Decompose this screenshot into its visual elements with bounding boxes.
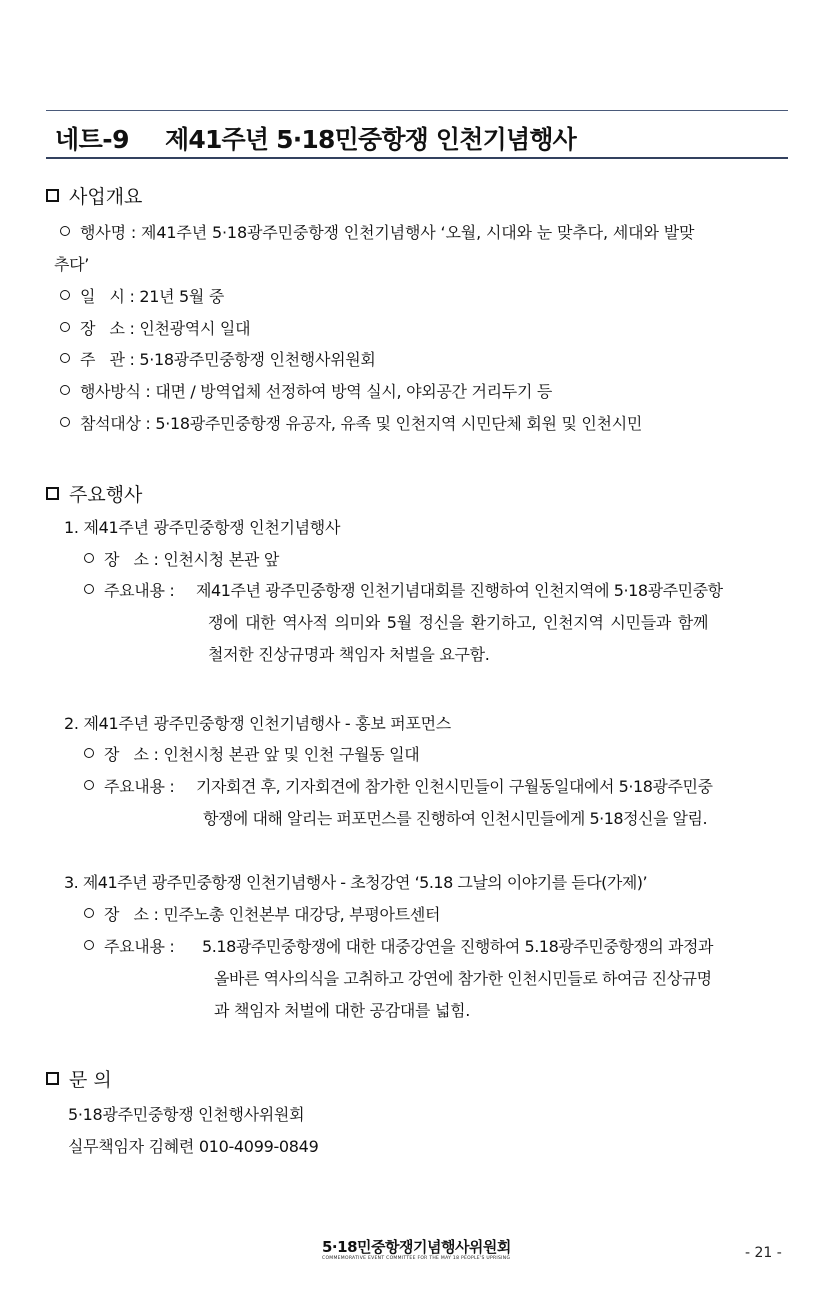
page-number: - 21 - (745, 1245, 782, 1261)
event-content-label: 주요내용 : (104, 581, 175, 600)
overview-event-name (60, 220, 694, 243)
overview-heading (46, 182, 142, 209)
section-code: 네트-9 (55, 125, 130, 154)
host-label: 주 관 : (80, 350, 135, 369)
square-bullet-icon (46, 189, 59, 202)
circle-bullet-icon (84, 584, 94, 594)
method-label: 행사방식 : (80, 382, 151, 401)
event-place-value: 인천시청 본관 앞 (163, 550, 280, 569)
event-place-label: 장 소 : (104, 550, 159, 569)
circle-bullet-icon (84, 553, 94, 563)
event-content-line: 항쟁에 대해 알리는 퍼포먼스를 진행하여 인천시민들에게 5·18정신을 알림. (203, 809, 708, 828)
page-title: 제41주년 5·18민중항쟁 인천기념행사 (165, 125, 577, 154)
event-place (84, 547, 279, 570)
event-content-line: 철저한 진상규명과 책임자 처벌을 요구함. (208, 645, 490, 664)
main-events-heading (46, 480, 142, 507)
host-value: 5·18광주민중항쟁 인천행사위원회 (139, 350, 376, 369)
event-content-label: 주요내용 : (104, 777, 175, 796)
overview-attendees (60, 411, 642, 434)
event-title: 3. 제41주년 광주민중항쟁 인천기념행사 - 초청강연 ‘5.18 그날의 이야기를 듣다(가제)’ (64, 873, 648, 892)
main-events-heading-text: 주요행사 (69, 484, 143, 506)
event-place-value: 민주노총 인천본부 대강당, 부평아트센터 (163, 905, 441, 924)
circle-bullet-icon (60, 226, 70, 236)
contact-org: 5·18광주민중항쟁 인천행사위원회 (68, 1105, 305, 1124)
event-content-label: 주요내용 : (104, 937, 175, 956)
event-title: 2. 제41주년 광주민중항쟁 인천기념행사 - 홍보 퍼포먼스 (64, 714, 451, 733)
circle-bullet-icon (84, 748, 94, 758)
event-title: 1. 제41주년 광주민중항쟁 인천기념행사 (64, 518, 341, 537)
overview-date (60, 284, 224, 307)
circle-bullet-icon (84, 908, 94, 918)
event-content (84, 578, 175, 601)
event-content-line: 기자회견 후, 기자회견에 참가한 인천시민들이 구월동일대에서 5·18광주민중 (196, 777, 713, 796)
event-name-label: 행사명 : (80, 223, 137, 242)
event-content-line: 5.18광주민중항쟁에 대한 대중강연을 진행하여 5.18광주민중항쟁의 과정과 (202, 937, 713, 956)
contact-heading (46, 1065, 112, 1092)
place-label: 장 소 : (80, 319, 135, 338)
event-content (84, 934, 175, 957)
attendees-label: 참석대상 : (80, 414, 151, 433)
overview-place (60, 316, 250, 339)
event-place-label: 장 소 : (104, 905, 159, 924)
circle-bullet-icon (84, 940, 94, 950)
overview-event-name-cont: 추다’ (54, 255, 90, 274)
overview-method (60, 379, 552, 402)
event-place (84, 742, 419, 765)
event-content-line: 올바른 역사의식을 고취하고 강연에 참가한 인천시민들로 하여금 진상규명 (214, 969, 712, 988)
circle-bullet-icon (60, 353, 70, 363)
square-bullet-icon (46, 1072, 59, 1085)
date-label: 일 시 : (80, 287, 135, 306)
event-content-line: 제41주년 광주민중항쟁 인천기념대회를 진행하여 인천지역에 5·18광주민중항 (196, 581, 723, 600)
date-value: 21년 5월 중 (139, 287, 225, 306)
circle-bullet-icon (60, 385, 70, 395)
event-content-line: 과 책임자 처벌에 대한 공감대를 넓힘. (214, 1001, 471, 1020)
attendees-value: 5·18광주민중항쟁 유공자, 유족 및 인천지역 시민단체 회원 및 인천시민 (155, 414, 643, 433)
circle-bullet-icon (60, 417, 70, 427)
overview-host (60, 347, 376, 370)
contact-heading-text: 문 의 (69, 1069, 112, 1091)
square-bullet-icon (46, 487, 59, 500)
event-place-label: 장 소 : (104, 745, 159, 764)
event-content (84, 774, 175, 797)
event-place (84, 902, 440, 925)
event-content-line: 쟁에 대한 역사적 의미와 5월 정신을 환기하고, 인천지역 시민들과 함께 (208, 613, 709, 632)
overview-heading-text: 사업개요 (69, 186, 143, 208)
place-value: 인천광역시 일대 (139, 319, 251, 338)
method-value: 대면 / 방역업체 선정하여 방역 실시, 야외공간 거리두기 등 (155, 382, 553, 401)
event-name-value: 제41주년 5·18광주민중항쟁 인천기념행사 ‘오월, 시대와 눈 맞추다, 세대와 발맞 (141, 223, 695, 242)
circle-bullet-icon (60, 290, 70, 300)
event-place-value: 인천시청 본관 앞 및 인천 구월동 일대 (163, 745, 420, 764)
circle-bullet-icon (60, 322, 70, 332)
contact-person: 실무책임자 김혜련 010-4099-0849 (68, 1137, 319, 1156)
title-rule-top (46, 110, 788, 111)
footer-logo-subtext: COMMEMORATIVE EVENT COMMITTEE FOR THE MAY 18 PEOPLE'S UPRISING (322, 1256, 511, 1261)
footer-logo-text: 5·18민중항쟁기념행사위원회 (322, 1238, 511, 1256)
circle-bullet-icon (84, 780, 94, 790)
title-rule-bottom (46, 157, 788, 159)
